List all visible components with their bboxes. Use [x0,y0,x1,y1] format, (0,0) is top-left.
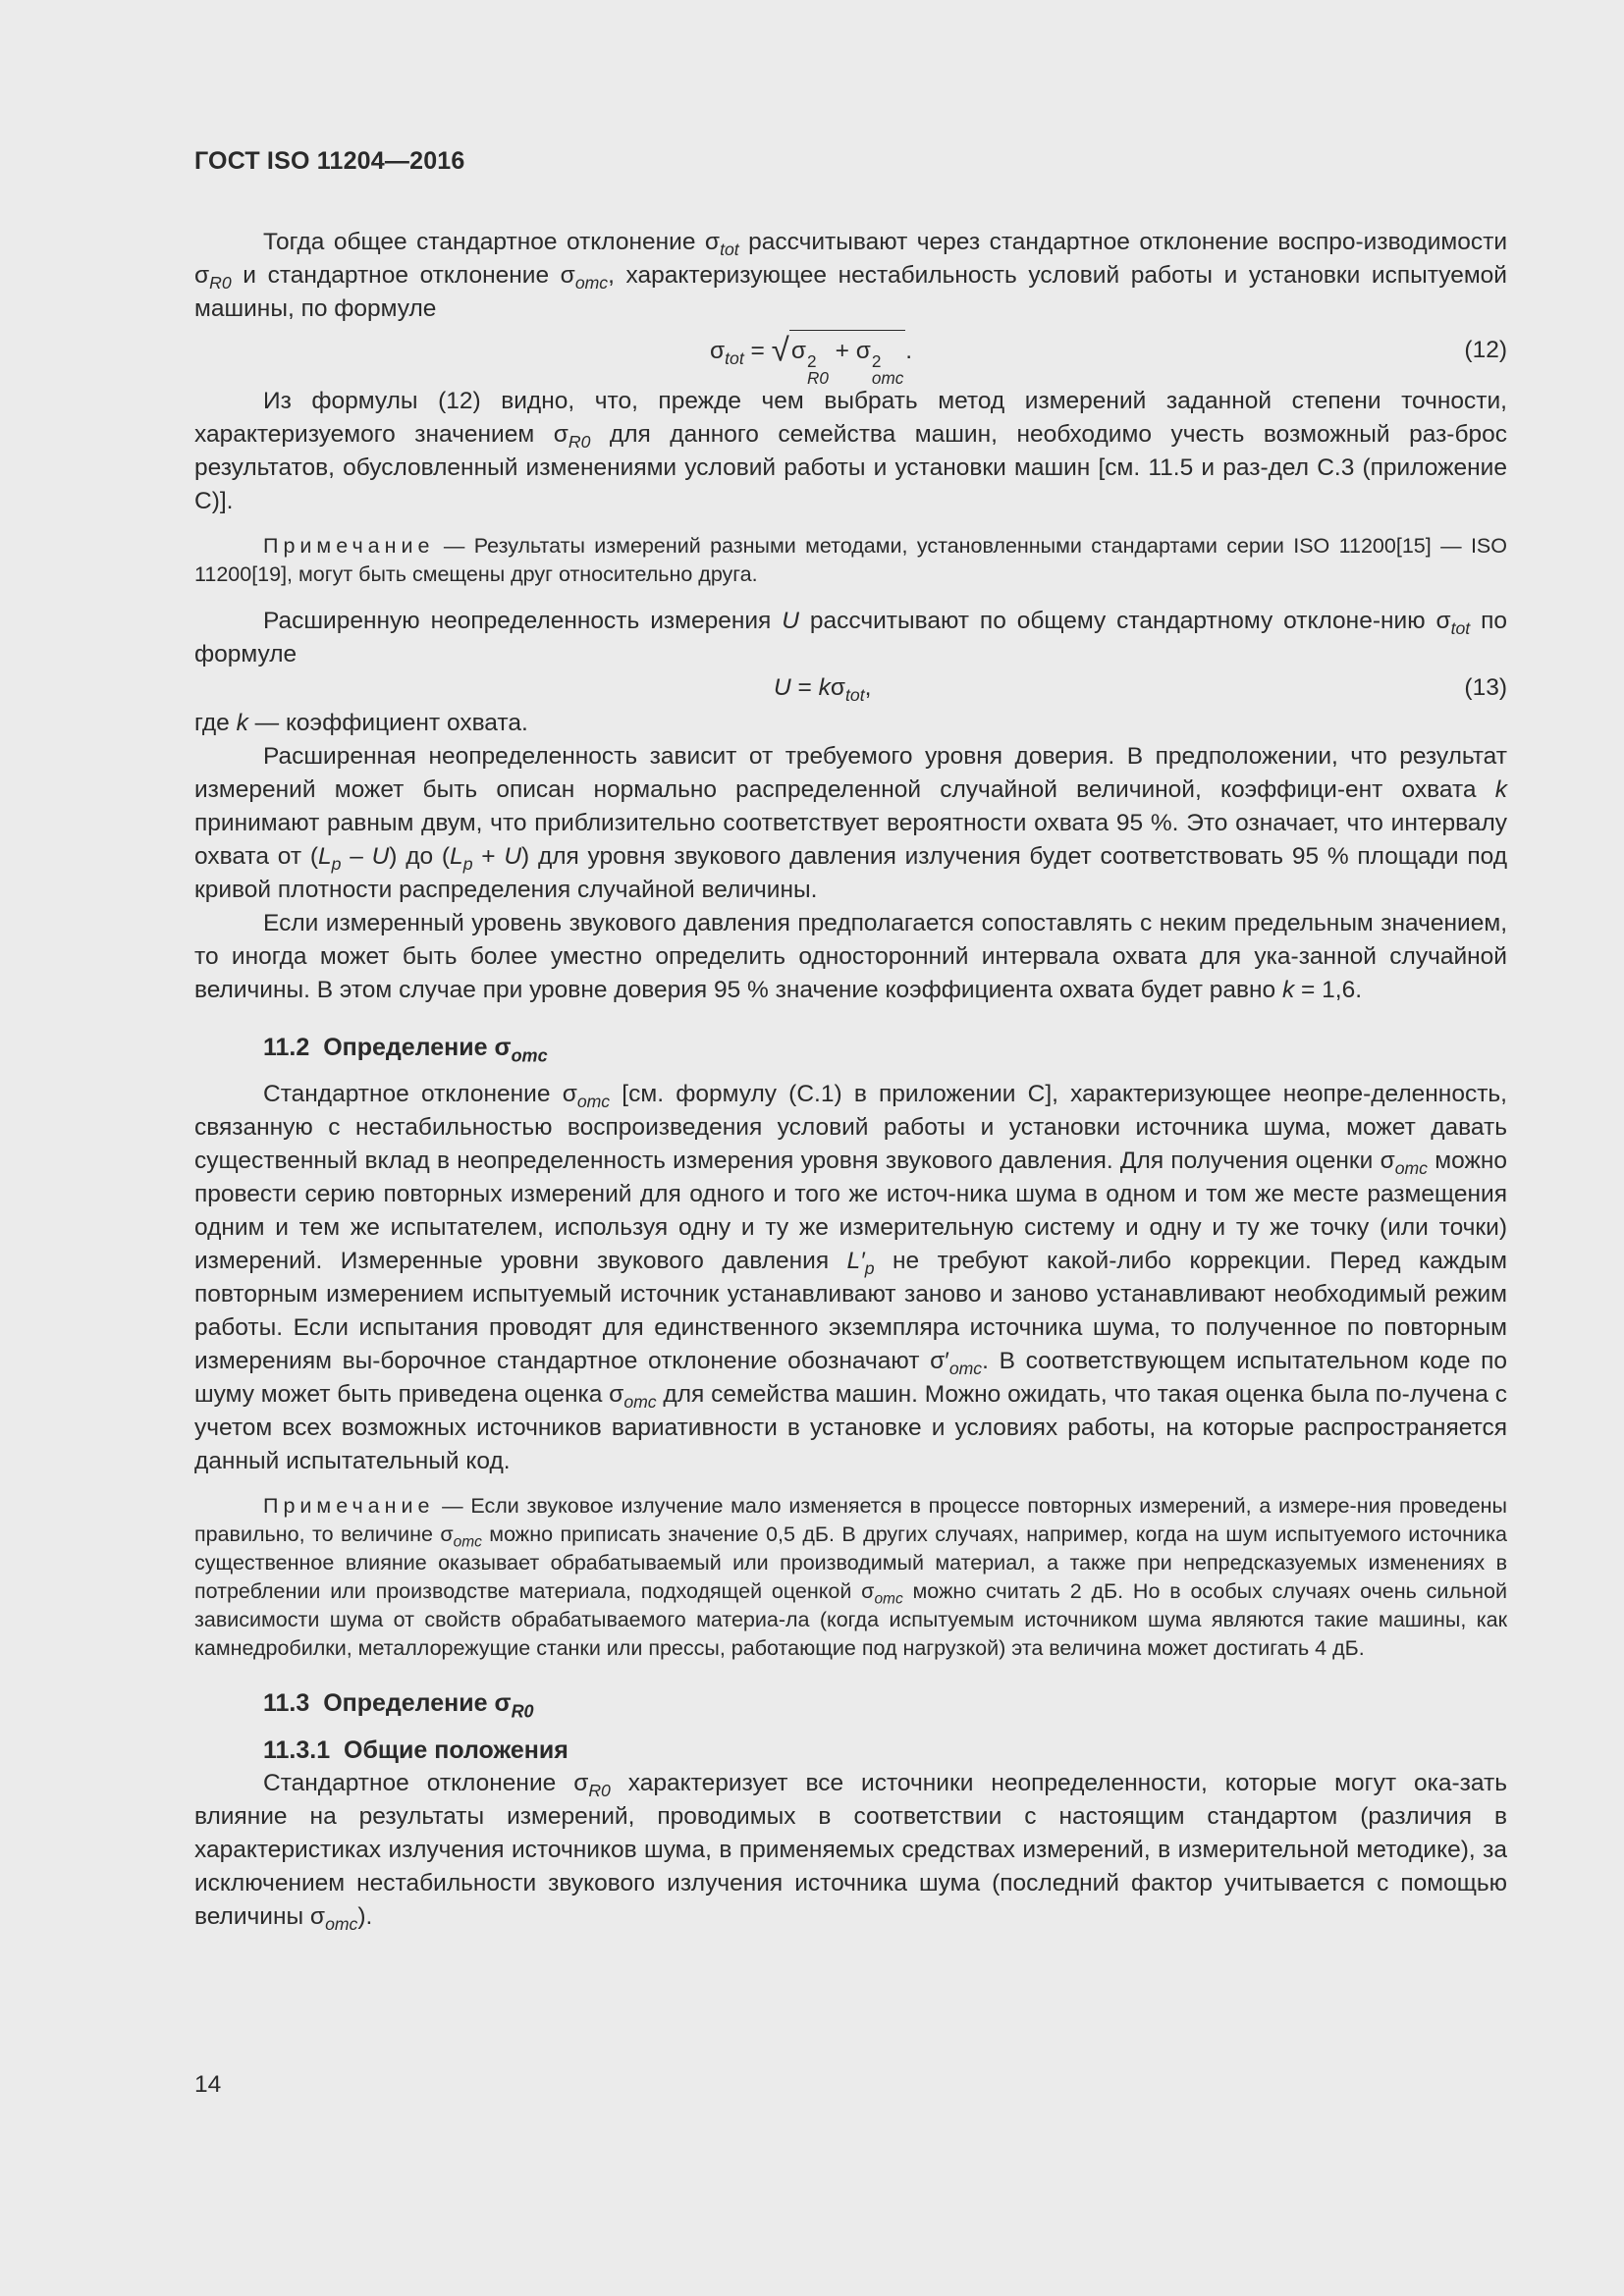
paragraph: где k — коэффициент охвата. [194,710,528,736]
paragraph: Расширенную неопределенность измерения U рассчитывают по общему стандартному отклоне-нию $\sigma_{tot}$ по формуле [194,608,1507,667]
paragraph: Из формулы (12) видно, что, прежде чем выбрать метод измерений заданной степени точности, характеризуемого значением $\sigma_{R0}$ для данного семейства машин, необходимо учесть возможный раз-брос результатов, обусловленный изменениями условий работы и установки машин [см. 11.5 и раз-дел С.3 (приложение С)]. [194,388,1507,514]
paragraph: Стандартное отклонение $\sigma_{omc}$ [см. формулу (С.1) в приложении С], характеризующее неопре-деленность, связанную с нестабильностью воспроизведения условий работы и установки источника шума, может давать существенный вклад в неопределенность измерения уровня звукового давления. Для получения оценки $\sigma_{omc}$ можно провести серию повторных измерений для одного и того же источ-ника шума в одном и том же месте размещения одним и тем же испытателем, используя одну и ту же измерительную систему и одну и ту же точку (или точки) измерений. Измеренные уровни звукового давления $L'_p$ не требуют какой-либо коррекции. Перед каждым повторным измерением испытуемый источник устанавливают заново и заново устанавливают необходимый режим работы. Если испытания проводят для единственного экземпляра источника шума, то полученное по повторным измерениям вы-борочное стандартное отклонение обозначают $\sigma'_{omc}$. В соответствующем испытательном коде по шуму может быть приведена оценка $\sigma_{omc}$ для семейства машин. Можно ожидать, что такая оценка была по-лучена с учетом всех возможных источников вариативности в установке и условиях работы, на которые распространяется данный испытательный код. [194,1081,1507,1474]
page-number: 14 [194,2071,222,2098]
section-heading-11-2: 11.2 Определение $\sigma_{omc}$ [263,1034,548,1066]
paragraph: Если измеренный уровень звукового давления предполагается сопоставлять с неким предельным значением, то иногда может быть более уместно определить односторонний интервала охвата для ука-занной случайной величины. В этом случае при уровне доверия 95 % значение коэффициента охвата будет равно k = 1,6. [194,910,1507,1003]
section-heading-11-3-1: 11.3.1 Общие положения [263,1736,568,1764]
note: Примечание — Результаты измерений разными методами, установленными стандартами серии ISO 11200[15] — ISO 11200[19], могут быть смещены друг относительно друга. [194,534,1507,586]
formula-number: (13) [1464,674,1507,701]
note: Примечание — Если звуковое излучение мало изменяется в процессе повторных измерений, а измере-ния проведены правильно, то величине $\sigma_{omc}$ можно приписать значение 0,5 дБ. В других случаях, например, когда на шум испытуемого источника существенное влияние оказывает обрабатываемый или производимый материал, а также при непредсказуемых изменениях в потреблении или производстве материала, подходящей оценкой $\sigma_{omc}$ можно считать 2 дБ. Но в особых случаях очень сильной зависимости шума от свойств обрабатываемого материа-ла (когда испытуемым источником шума являются такие машины, как камнедробилки, металлорежущие станки или прессы, работающие под нагрузкой) эта величина может достигать 4 дБ. [194,1494,1508,1660]
document-header: ГОСТ ISO 11204—2016 [194,147,465,175]
section-heading-11-3: 11.3 Определение $\sigma_{R0}$ [263,1689,534,1722]
paragraph: Тогда общее стандартное отклонение $\sigma_{tot}$ рассчитывают через стандартное отклонение воспро-изводимости $\sigma_{R0}$ и стандартное отклонение $\sigma_{omc}$, характеризующее нестабильность условий работы и установки испытуемой машины, по формуле [194,229,1508,322]
page-content [194,226,1507,1934]
paragraph: Стандартное отклонение $\sigma_{R0}$ характеризует все источники неопределенности, которые могут ока-зать влияние на результаты измерений, проводимых в соответствии с настоящим стандартом (различия в характеристиках излучения источников шума, в применяемых средствах измерений, в измерительной методике), за исключением нестабильности звукового излучения источника шума (последний фактор учитывается с помощью величины $\sigma_{omc}$). [194,1770,1507,1935]
paragraph: Расширенная неопределенность зависит от требуемого уровня доверия. В предположении, что результат измерений может быть описан нормально распределенной случайной величиной, коэффици-ент охвата k принимают равным двум, что приблизительно соответствует вероятности охвата 95 %. Это означает, что интервалу охвата от $(L_p - U)$ до $(L_p + U)$ для уровня звукового давления излучения будет соответствовать 95 % площади под кривой плотности распределения случайной величины. [194,743,1507,903]
formula-13: $U = k\sigma_{tot}$, (13) [194,671,1507,707]
formula-12: $\sigma_{tot} = √\sigma$ 2 R0 + σ 2 omc . (12) [194,328,1507,373]
formula-number: (12) [1464,337,1507,363]
